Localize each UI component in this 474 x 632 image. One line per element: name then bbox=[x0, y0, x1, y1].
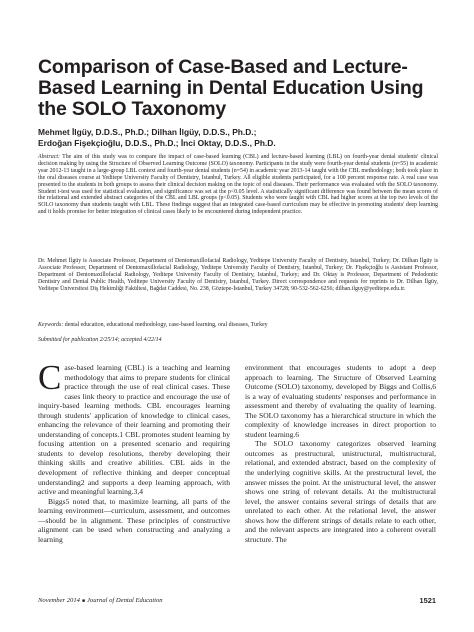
page-number: 1521 bbox=[419, 596, 436, 605]
submission-dates: Submitted for publication 2/25/14; accepted 4/22/14 bbox=[38, 337, 162, 343]
body-paragraph-text: ase-based learning (CBL) is a teaching and learning methodology that aims to prepare students for clinical practice through the use of real clinical cases. These cases link theory to practice and encourage the use of inquiry-based learning methods. CBL encourages learning through students' application of knowledge to clinical cases, enhancing the relevance of their learning and promoting their understanding of concepts.1 CBL promotes student learning by focusing attention on a presented scenario and requiring students to develop resolutions, thereby developing their thinking skills and creative abilities. CBL aids in the development of reflective thinking and deeper conceptual understanding2 and supports a deep learning approach, with active and meaningful learning.3,4 bbox=[38, 363, 230, 497]
keywords bbox=[38, 322, 438, 329]
abstract bbox=[38, 154, 438, 216]
abstract-text: The aim of this study was to compare the impact of case-based learning (CBL) and lecture-based learning (LBL) on fourth-year dental students' clinical decision making by using the Structure of Observed Learning Outcome (SOLO) taxonomy. Participants in the study were fourth-year dental students (n=55) in academic year 2012-13 taught in a large-group LBL context and fourth-year dental students (n=54) in academic year 2013-14 taught with the CBL methodology; both took place in the oral diseases course at Yeditepe University Faculty of Dentistry, Istanbul, Turkey. All eligible students participated, for a 100 percent response rate. A real case was presented to the students in both groups to assess their clinical decision making on the topic of oral diseases. Their performance was evaluated with the SOLO taxonomy. Student t-test was used for statistical evaluation, and significance was set at the p<0.05 level. A statistically significant difference was found between the mean scores of the relational and extended abstract categories of the CBL and LBL groups (p<0.05). Students who were taught with CBL had higher scores at the top two levels of the SOLO taxonomy than students taught with LBL. These findings suggest that an integrated case-based curriculum may be effective in promoting students' deep learning and it holds promise for better integration of clinical cases likely to be encountered during independent practice. bbox=[38, 154, 438, 216]
keywords-text: dental education, educational methodology, case-based learning, oral diseases, Turkey bbox=[64, 322, 268, 328]
body-paragraph: Biggs5 noted that, to maximize learning, all parts of the learning environment—curriculum, assessment, and outcomes—should be in alignment. These principles of constructive alignment can be used when constructing and analyzing a learning bbox=[38, 496, 230, 544]
body-paragraph: environment that encourages students to adopt a deep approach to learning. The Structure of Observed Learning Outcome (SOLO) taxonomy, developed by Biggs and Collis,6 is a way of evaluating students' responses and performance in assessment and thereby of evaluating the quality of learning. The SOLO taxonomy has a hierarchical structure in which the complexity of knowledge increases in direct proportion to student learning.6 bbox=[245, 363, 436, 439]
footer-date: November 2014 bbox=[38, 597, 80, 604]
author-line-1: Mehmet İlgüy, D.D.S., Ph.D.; Dilhan İlgüy, D.D.S., Ph.D.; bbox=[38, 127, 257, 137]
author-affiliations: Dr. Mehmet İlgüy is Associate Professor, Department of Dentomaxillofacial Radiology, Yeditepe University Faculty of Dentistry, Istanbul, Turkey; Dr. Dilhan İlgüy is Associate Professor, Department of Dentomaxillofacial Radiology, Yeditepe University Faculty of Dentistry, Istanbul, Turkey; Dr. Fişekçioğlu is Assistant Professor, Department of Dentomaxillofacial Radiology, Yeditepe University Faculty of Dentistry, Istanbul, Turkey; and Dr. Oktay is Professor, Department of Pedodontic Dentistry and Dental Public Health, Yeditepe University Faculty of Dentistry, Istanbul, Turkey. Direct correspondence and requests for reprints to Dr. Dilhan İlgüy, Yeditepe Üniversitesi Diş Hekimliği Fakültesi, Bağdat Caddesi, No. 238, Göztepe-İstanbul, Turkey 34728; 90-532-562-6256; dilhan.ilguy@yeditepe.edu.tr. bbox=[38, 258, 438, 292]
body-paragraph: The SOLO taxonomy categorizes observed learning outcomes as prestructural, unistructural, multistructural, relational, and extended abstract, based on the complexity of the underlying cognitive skills. At the prestructural level, the answer misses the point. At the unistructural level, the answer shows one string of relevant details. At the multistructural level, the answer contains several strings of details that are unrelated to each other. At the relational level, the answer shows how the different strings of details relate to each other, and the relevant aspects are integrated into a coherent overall structure. The bbox=[245, 439, 436, 544]
keywords-label: Keywords: bbox=[38, 322, 64, 328]
author-line-2: Erdoğan Fişekçioğlu, D.D.S., Ph.D.; İnci Oktay, D.D.S., Ph.D. bbox=[38, 138, 276, 148]
drop-cap: C bbox=[38, 358, 62, 397]
abstract-label: Abstract: bbox=[38, 154, 60, 160]
running-footer bbox=[38, 597, 163, 604]
article-title: Comparison of Case-Based and Lecture-Based Learning in Dental Education Using the SOLO Taxonomy bbox=[38, 56, 424, 120]
author-list bbox=[38, 127, 438, 149]
body-paragraph bbox=[38, 358, 230, 497]
body-column-right bbox=[245, 363, 436, 544]
body-column-left bbox=[38, 358, 230, 544]
footer-journal: Journal of Dental Education bbox=[86, 597, 163, 604]
footer-separator: ■ bbox=[81, 599, 85, 604]
